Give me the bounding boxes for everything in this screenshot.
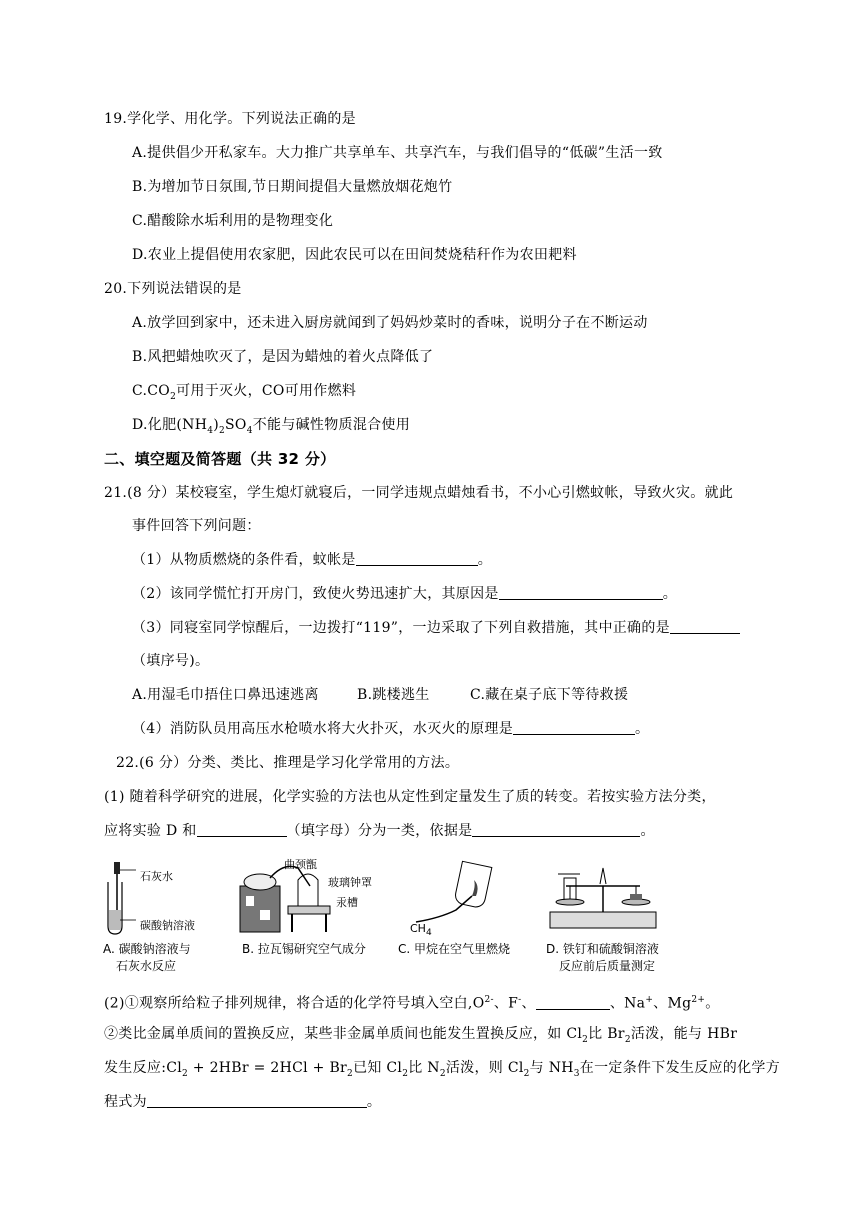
answer-blank[interactable] — [536, 994, 610, 1010]
q21-part3: （3）同寝室同学惊醒后，一边拨打“119”，一边采取了下列自救措施，其中正确的是 — [132, 618, 740, 638]
q21-stem-line2: 事件回答下列问题： — [132, 518, 261, 534]
figure-b-label-mercury-trough: 汞槽 — [336, 896, 358, 909]
q20-option-b: B.风把蜡烛吹灭了，是因为蜡烛的着火点降低了 — [132, 349, 434, 365]
q20-stem: 20.下列说法错误的是 — [104, 281, 242, 297]
figure-c-caption: C. 甲烷在空气里燃烧 — [398, 942, 511, 956]
q20-option-a: A.放学回到家中，还未进入厨房就闻到了妈妈炒菜时的香味，说明分子在不断运动 — [132, 315, 648, 331]
answer-blank[interactable] — [499, 584, 663, 600]
figure-b-caption: B. 拉瓦锡研究空气成分 — [242, 942, 366, 956]
q21-choice-a: A.用湿毛巾捂住口鼻迅速逃离 — [132, 687, 319, 703]
answer-blank[interactable] — [670, 618, 740, 634]
q22-part2-line2: ②类比金属单质间的置换反应，某些非金属单质间也能发生置换反应，如 $Cl_2$比 $Br_2$活泼，能与 HBr — [104, 1026, 738, 1045]
figure-a-caption-2: 石灰水反应 — [116, 959, 177, 973]
answer-blank[interactable] — [147, 1092, 367, 1108]
figure-d-caption-2: 反应前后质量测定 — [559, 959, 656, 973]
figure-d-caption: D. 铁钉和硫酸铜溶液 — [546, 942, 659, 956]
figure-a-label-sodium-carbonate: 碳酸钠溶液 — [140, 919, 195, 932]
q21-part3-tail: （填序号)。 — [132, 653, 210, 669]
q19-option-a: A.提供倡少开私家车。大力推广共享单车、共享汽车，与我们倡导的“低碳”生活一致 — [132, 145, 663, 161]
q22-part2-line4: 程式为 。 — [104, 1094, 382, 1110]
figure-d — [540, 856, 670, 980]
q19-stem: 19.学化学、用化学。下列说法正确的是 — [104, 111, 356, 127]
section-heading: 二、填空题及简答题（共 32 分） — [104, 450, 336, 468]
q22-stem: 22.(6 分）分类、类比、推理是学习化学常用的方法。 — [116, 755, 460, 771]
figure-b-label-retort: 曲颈甑 — [284, 858, 317, 871]
balance-scale-icon — [540, 856, 670, 936]
figure-a — [100, 856, 212, 980]
q22-part2-line3: 发生反应$:Cl_2 + 2HBr = 2HCl + Br_2$已知 $Cl_2$比 $N_2$活泼，则 $Cl_2$与 $NH_3$在一定条件下发生反应的化学方 — [104, 1060, 780, 1079]
q21-part1: （1）从物质燃烧的条件看，蚊帐是 。 — [132, 552, 493, 568]
answer-blank[interactable] — [472, 821, 640, 837]
q20-option-d: D.化肥$(NH_4)_2SO_4$不能与碱性物质混合使用 — [132, 417, 411, 436]
q22-part1-line1: (1) 随着科学研究的进展，化学实验的方法也从定性到定量发生了质的转变。若按实验方法分类， — [104, 789, 716, 805]
answer-blank[interactable] — [197, 821, 287, 837]
q21-stem-line1: 21.(8 分）某校寝室，学生熄灯就寝后，一同学违规点蜡烛看书，不小心引燃蚊帐，导致火灾。就此 — [104, 485, 734, 501]
figure-a-label-limewater: 石灰水 — [140, 870, 173, 883]
q21-part4: （4）消防队员用高压水枪喷水将大火扑灭，水灭火的原理是 。 — [132, 721, 650, 737]
q19-option-d: D.农业上提倡使用农家肥，因此农民可以在田间焚烧秸秆作为农田耙料 — [132, 247, 577, 263]
answer-blank[interactable] — [513, 719, 635, 735]
figure-c-label-methane: $CH_4$ — [410, 922, 432, 939]
q21-choice-b: B.跳楼逃生 — [357, 687, 430, 703]
figure-c — [396, 856, 526, 980]
figure-a-caption: A. 碳酸钠溶液与 — [103, 942, 191, 956]
q22-part1-line2: 应将实验 D 和 （填字母）分为一类，依据是 。 — [104, 823, 655, 839]
q21-choice-c: C.藏在桌子底下等待救援 — [470, 687, 629, 703]
q22-part2-line1: (2)①观察所给粒子排列规律，将合适的化学符号填入空白$,O^{2-}$、F-、 、Na+、$Mg^{2+}$。 — [104, 995, 720, 1012]
q21-part2: （2）该同学慌忙打开房门，致使火势迅速扩大，其原因是 。 — [132, 586, 678, 602]
q20-option-c: $C.CO_2$可用于灭火，CO可用作燃料 — [132, 383, 357, 402]
q19-option-b: B.为增加节日氛围,节日期间提倡大量燃放烟花炮竹 — [132, 179, 453, 195]
figure-b — [236, 856, 386, 980]
answer-blank[interactable] — [356, 550, 478, 566]
q19-option-c: C.醋酸除水垢利用的是物理变化 — [132, 213, 334, 229]
figure-b-label-bell-jar: 玻璃钟罩 — [328, 876, 372, 889]
